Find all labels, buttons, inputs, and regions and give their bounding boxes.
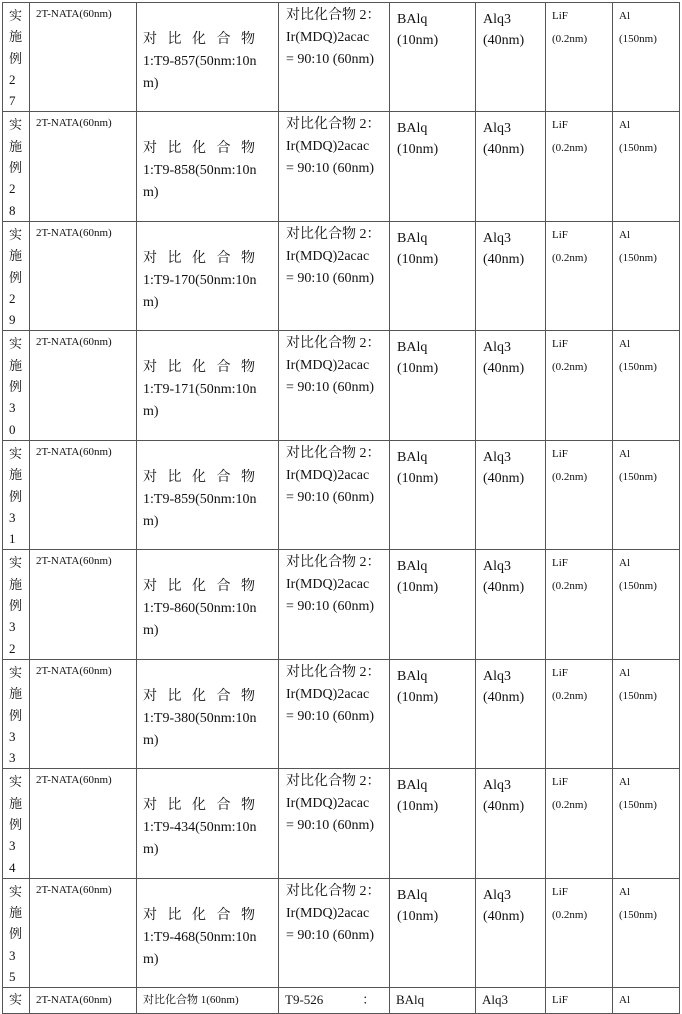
- emitting-layer-cell: T9-526 ：: [279, 988, 390, 1014]
- cell-text: 2T-NATA(60nm): [36, 664, 112, 677]
- example-cell: [3, 769, 30, 878]
- cell-text: m): [143, 185, 159, 201]
- cell-text: BAlq: [397, 887, 428, 903]
- cathode-cell: [613, 769, 680, 878]
- cell-text: = 90:10 (60nm): [286, 599, 374, 615]
- cell-text: 1: [9, 531, 16, 547]
- cell-text: 对比化合物: [143, 141, 266, 157]
- cell-text: 施: [9, 29, 23, 45]
- cell-text: = 90:10 (60nm): [286, 708, 374, 724]
- table-row: [3, 659, 680, 768]
- emitting-layer-cell: [279, 659, 390, 768]
- electron-injection-layer-cell: [546, 878, 613, 987]
- hole-transport-layer-cell: 对比化合物 1(60nm): [137, 988, 279, 1014]
- cell-text: 对比化合物: [143, 579, 266, 595]
- cell-text: 2T-NATA(60nm): [36, 226, 112, 239]
- cell-text: 2T-NATA(60nm): [36, 883, 112, 896]
- cell-text: 对比化合物: [143, 798, 266, 814]
- cell-text: 3: [9, 728, 16, 744]
- emitting-layer-cell: [279, 550, 390, 659]
- cell-text: m): [143, 842, 159, 858]
- electron-transport-layer-cell: [476, 769, 546, 878]
- cell-text: Ir(MDQ)2acac: [286, 139, 370, 155]
- electron-injection-layer-cell: LiF: [546, 988, 613, 1014]
- electron-injection-layer-cell: [546, 659, 613, 768]
- cell-text: (10nm): [397, 361, 439, 377]
- cell-text: 例: [9, 926, 23, 942]
- example-cell: 实: [3, 988, 30, 1014]
- cell-text: 施: [9, 248, 23, 264]
- cell-text: Ir(MDQ)2acac: [286, 30, 370, 45]
- electron-injection-layer-cell: [546, 550, 613, 659]
- hole-transport-layer-cell: [137, 659, 279, 768]
- cell-text: (40nm): [483, 251, 525, 267]
- cell-text: 实: [9, 555, 23, 571]
- electron-injection-layer-cell: [546, 221, 613, 330]
- cell-text: Alq3: [483, 449, 511, 465]
- cell-text: 1:T9-171(50nm:10n: [143, 382, 257, 398]
- cell-text: 对比化合物 2：: [286, 8, 381, 23]
- cell-text: 2: [9, 71, 16, 87]
- cell-text: (10nm): [397, 908, 439, 924]
- cathode-cell: [613, 550, 680, 659]
- cell-text: Alq3: [483, 340, 511, 356]
- cell-text: (40nm): [483, 799, 525, 815]
- cell-text: (150nm): [619, 142, 657, 155]
- cell-text: 3: [9, 750, 16, 766]
- cell-text: 例: [9, 269, 23, 285]
- emitting-layer-cell: [279, 440, 390, 549]
- cell-text: Al: [619, 10, 630, 22]
- cell-text: 对比化合物: [143, 360, 266, 376]
- hole-transport-layer-cell: [137, 440, 279, 549]
- cell-text: LiF: [552, 10, 568, 22]
- cathode-cell: [613, 112, 680, 221]
- hole-injection-layer-cell: [30, 550, 137, 659]
- cell-text: 8: [9, 202, 16, 218]
- cell-text: Alq3: [483, 121, 511, 137]
- cell-text: LiF: [552, 666, 568, 679]
- cell-text: (0.2nm): [552, 361, 588, 374]
- electron-transport-layer-cell: [476, 3, 546, 112]
- cell-text: 例: [9, 160, 23, 176]
- cell-text: 5: [9, 969, 16, 985]
- cell-text: 1:T9-860(50nm:10n: [143, 601, 257, 617]
- cathode-cell: [613, 659, 680, 768]
- cell-text: Al: [619, 447, 630, 460]
- cell-text: (0.2nm): [552, 33, 588, 45]
- cell-text: BAlq: [397, 121, 428, 137]
- cell-text: (0.2nm): [552, 580, 588, 593]
- electron-injection-layer-cell: [546, 3, 613, 112]
- cell-text: Ir(MDQ)2acac: [286, 467, 370, 483]
- cell-text: BAlq: [397, 668, 428, 684]
- cell-text: 施: [9, 138, 23, 154]
- cathode-cell: [613, 3, 680, 112]
- cell-text: 对比化合物 2：: [286, 774, 381, 790]
- cell-text: 2T-NATA(60nm): [36, 117, 112, 130]
- cell-text: 对比化合物 2：: [286, 117, 381, 133]
- emitting-layer-cell: [279, 769, 390, 878]
- cell-text: 2: [9, 640, 16, 656]
- emitting-layer-cell: [279, 221, 390, 330]
- cell-text: 3: [9, 947, 16, 963]
- hole-transport-layer-cell: [137, 3, 279, 112]
- cell-text: 实: [9, 664, 23, 680]
- cell-text: 实: [9, 117, 23, 133]
- table-row: [3, 331, 680, 440]
- cell-text: (40nm): [483, 142, 525, 158]
- example-cell: [3, 878, 30, 987]
- cell-text: 1:T9-434(50nm:10n: [143, 820, 257, 836]
- cell-text: (40nm): [483, 580, 525, 596]
- hole-injection-layer-cell: [30, 331, 137, 440]
- cell-text: Al: [619, 119, 630, 132]
- cell-text: BAlq: [397, 559, 428, 575]
- cell-text: 1:T9-857(50nm:10n: [143, 54, 257, 69]
- hole-blocking-layer-cell: [390, 550, 476, 659]
- hole-injection-layer-cell: 2T-NATA(60nm): [30, 988, 137, 1014]
- cell-text: m): [143, 76, 159, 91]
- cell-text: (10nm): [397, 470, 439, 486]
- electron-injection-layer-cell: [546, 331, 613, 440]
- cell-text: (150nm): [619, 361, 657, 374]
- cell-text: = 90:10 (60nm): [286, 52, 374, 67]
- cell-text: Alq3: [483, 230, 511, 246]
- cell-text: 实: [9, 226, 23, 242]
- cell-text: 2T-NATA(60nm): [36, 774, 112, 787]
- emitting-layer-cell: [279, 112, 390, 221]
- cell-text: 例: [9, 488, 23, 504]
- electron-transport-layer-cell: [476, 112, 546, 221]
- cell-text: = 90:10 (60nm): [286, 927, 374, 943]
- cell-text: LiF: [552, 447, 568, 460]
- cell-text: 施: [9, 467, 23, 483]
- cell-text: LiF: [552, 885, 568, 898]
- cell-text: BAlq: [397, 340, 428, 356]
- hole-blocking-layer-cell: [390, 112, 476, 221]
- hole-injection-layer-cell: [30, 112, 137, 221]
- hole-blocking-layer-cell: BAlq: [390, 988, 476, 1014]
- table-row: [3, 112, 680, 221]
- hole-blocking-layer-cell: [390, 878, 476, 987]
- cell-text: 例: [9, 816, 23, 832]
- cell-text: 实: [9, 883, 23, 899]
- table-row: [3, 878, 680, 987]
- cell-text: Alq3: [483, 12, 511, 27]
- cell-text: Ir(MDQ)2acac: [286, 248, 370, 264]
- cell-text: 4: [9, 859, 16, 875]
- cell-text: Al: [619, 338, 630, 351]
- cell-text: Alq3: [483, 778, 511, 794]
- cell-text: (40nm): [483, 361, 525, 377]
- cell-text: Alq3: [483, 668, 511, 684]
- cathode-cell: [613, 440, 680, 549]
- cell-text: 2T-NATA(60nm): [36, 336, 112, 349]
- cell-text: 施: [9, 795, 23, 811]
- cell-text: (0.2nm): [552, 689, 588, 702]
- cell-text: m): [143, 951, 159, 967]
- cell-text: 对比化合物: [143, 469, 266, 485]
- cell-text: (10nm): [397, 580, 439, 596]
- cathode-cell: Al: [613, 988, 680, 1014]
- cell-text: 3: [9, 838, 16, 854]
- cell-text: Ir(MDQ)2acac: [286, 686, 370, 702]
- cell-text: Ir(MDQ)2acac: [286, 905, 370, 921]
- cell-text: Al: [619, 228, 630, 241]
- hole-blocking-layer-cell: [390, 769, 476, 878]
- cell-text: 对比化合物 2：: [286, 664, 381, 680]
- cell-text: 对比化合物 2：: [286, 883, 381, 899]
- cell-text: 对比化合物: [143, 32, 266, 47]
- electron-injection-layer-cell: [546, 769, 613, 878]
- example-cell: [3, 3, 30, 112]
- hole-transport-layer-cell: [137, 878, 279, 987]
- cell-text: 例: [9, 707, 23, 723]
- table-row: [3, 769, 680, 878]
- cell-text: (40nm): [483, 689, 525, 705]
- cell-text: (10nm): [397, 799, 439, 815]
- example-cell: [3, 550, 30, 659]
- emitting-layer-cell: [279, 331, 390, 440]
- cell-text: LiF: [552, 338, 568, 351]
- table-row: [3, 221, 680, 330]
- cell-text: Al: [619, 557, 630, 570]
- cell-text: (0.2nm): [552, 142, 588, 155]
- cell-text: m): [143, 623, 159, 639]
- example-cell: [3, 440, 30, 549]
- cell-text: 3: [9, 400, 16, 416]
- hole-injection-layer-cell: [30, 221, 137, 330]
- table-row-partial: [3, 988, 680, 1014]
- cell-text: 2T-NATA(60nm): [36, 8, 112, 20]
- electron-transport-layer-cell: [476, 331, 546, 440]
- cell-text: 实: [9, 8, 23, 23]
- hole-blocking-layer-cell: [390, 3, 476, 112]
- cell-text: Ir(MDQ)2acac: [286, 358, 370, 374]
- cell-text: m): [143, 404, 159, 420]
- cell-text: LiF: [552, 557, 568, 570]
- electron-transport-layer-cell: [476, 221, 546, 330]
- cell-text: LiF: [552, 228, 568, 241]
- cell-text: (150nm): [619, 470, 657, 483]
- cell-text: BAlq: [397, 12, 428, 27]
- cell-text: 实: [9, 336, 23, 352]
- cell-text: (0.2nm): [552, 799, 588, 812]
- cell-text: 对比化合物 2：: [286, 445, 381, 461]
- cell-text: 施: [9, 905, 23, 921]
- electron-transport-layer-cell: [476, 440, 546, 549]
- cell-text: 实: [9, 445, 23, 461]
- cell-text: 0: [9, 421, 16, 437]
- cell-text: (40nm): [483, 470, 525, 486]
- cell-text: 2: [9, 290, 16, 306]
- cell-text: 对比化合物 2：: [286, 336, 381, 352]
- table-row: [3, 3, 680, 112]
- hole-blocking-layer-cell: [390, 221, 476, 330]
- electron-transport-layer-cell: [476, 878, 546, 987]
- cell-text: Ir(MDQ)2acac: [286, 577, 370, 593]
- cell-text: (40nm): [483, 33, 525, 48]
- device-structure-table: [2, 2, 680, 1014]
- cathode-cell: [613, 878, 680, 987]
- cathode-cell: [613, 331, 680, 440]
- cell-text: 对比化合物 2：: [286, 555, 381, 571]
- hole-transport-layer-cell: [137, 769, 279, 878]
- cell-text: 3: [9, 509, 16, 525]
- hole-injection-layer-cell: [30, 659, 137, 768]
- cell-text: Al: [619, 776, 630, 789]
- hole-blocking-layer-cell: [390, 331, 476, 440]
- cell-text: 对比化合物 2：: [286, 226, 381, 242]
- cell-text: 施: [9, 357, 23, 373]
- cell-text: (0.2nm): [552, 908, 588, 921]
- example-cell: [3, 221, 30, 330]
- hole-transport-layer-cell: [137, 221, 279, 330]
- cell-text: (150nm): [619, 799, 657, 812]
- table-row: [3, 440, 680, 549]
- cell-text: Al: [619, 666, 630, 679]
- cell-text: = 90:10 (60nm): [286, 489, 374, 505]
- cell-text: (40nm): [483, 908, 525, 924]
- electron-transport-layer-cell: [476, 659, 546, 768]
- hole-transport-layer-cell: [137, 331, 279, 440]
- cell-text: (10nm): [397, 689, 439, 705]
- cell-text: 7: [9, 93, 16, 109]
- hole-injection-layer-cell: [30, 769, 137, 878]
- example-cell: [3, 331, 30, 440]
- cell-text: (0.2nm): [552, 470, 588, 483]
- cell-text: BAlq: [397, 778, 428, 794]
- cell-text: 1:T9-859(50nm:10n: [143, 491, 257, 507]
- cell-text: (150nm): [619, 908, 657, 921]
- hole-injection-layer-cell: [30, 878, 137, 987]
- cell-text: 9: [9, 312, 16, 328]
- hole-transport-layer-cell: [137, 112, 279, 221]
- hole-injection-layer-cell: [30, 3, 137, 112]
- cell-text: 例: [9, 379, 23, 395]
- cell-text: 3: [9, 619, 16, 635]
- cell-text: m): [143, 513, 159, 529]
- cell-text: 2T-NATA(60nm): [36, 555, 112, 568]
- hole-blocking-layer-cell: [390, 659, 476, 768]
- cell-text: Alq3: [483, 559, 511, 575]
- cell-text: (150nm): [619, 580, 657, 593]
- cell-text: BAlq: [397, 449, 428, 465]
- example-cell: [3, 659, 30, 768]
- cell-text: (150nm): [619, 251, 657, 264]
- cell-text: (10nm): [397, 142, 439, 158]
- emitting-layer-cell: [279, 3, 390, 112]
- cell-text: 对比化合物: [143, 688, 266, 704]
- cell-text: = 90:10 (60nm): [286, 161, 374, 177]
- cell-text: 实: [9, 774, 23, 790]
- cell-text: 例: [9, 50, 23, 66]
- cell-text: = 90:10 (60nm): [286, 270, 374, 286]
- cell-text: 例: [9, 598, 23, 614]
- cell-text: (150nm): [619, 689, 657, 702]
- hole-injection-layer-cell: [30, 440, 137, 549]
- electron-injection-layer-cell: [546, 112, 613, 221]
- cell-text: = 90:10 (60nm): [286, 818, 374, 834]
- example-cell: [3, 112, 30, 221]
- cell-text: 2T-NATA(60nm): [36, 445, 112, 458]
- cell-text: (150nm): [619, 33, 657, 45]
- cell-text: m): [143, 294, 159, 310]
- cell-text: Ir(MDQ)2acac: [286, 796, 370, 812]
- cell-text: 2: [9, 181, 16, 197]
- electron-injection-layer-cell: [546, 440, 613, 549]
- table-row: [3, 550, 680, 659]
- hole-blocking-layer-cell: [390, 440, 476, 549]
- cell-text: (0.2nm): [552, 251, 588, 264]
- electron-transport-layer-cell: [476, 550, 546, 659]
- electron-transport-layer-cell: Alq3: [476, 988, 546, 1014]
- cell-text: BAlq: [397, 230, 428, 246]
- cell-text: 施: [9, 686, 23, 702]
- hole-transport-layer-cell: [137, 550, 279, 659]
- cell-text: LiF: [552, 776, 568, 789]
- cell-text: 1:T9-858(50nm:10n: [143, 163, 257, 179]
- cell-text: LiF: [552, 119, 568, 132]
- cell-text: Alq3: [483, 887, 511, 903]
- cell-text: 1:T9-380(50nm:10n: [143, 710, 257, 726]
- cell-text: (10nm): [397, 33, 439, 48]
- cell-text: 对比化合物: [143, 907, 266, 923]
- cell-text: Al: [619, 885, 630, 898]
- cell-text: 施: [9, 576, 23, 592]
- cell-text: 1:T9-170(50nm:10n: [143, 272, 257, 288]
- cell-text: = 90:10 (60nm): [286, 380, 374, 396]
- cell-text: (10nm): [397, 251, 439, 267]
- cell-text: 对比化合物: [143, 250, 266, 266]
- cell-text: m): [143, 732, 159, 748]
- cell-text: 1:T9-468(50nm:10n: [143, 929, 257, 945]
- cathode-cell: [613, 221, 680, 330]
- emitting-layer-cell: [279, 878, 390, 987]
